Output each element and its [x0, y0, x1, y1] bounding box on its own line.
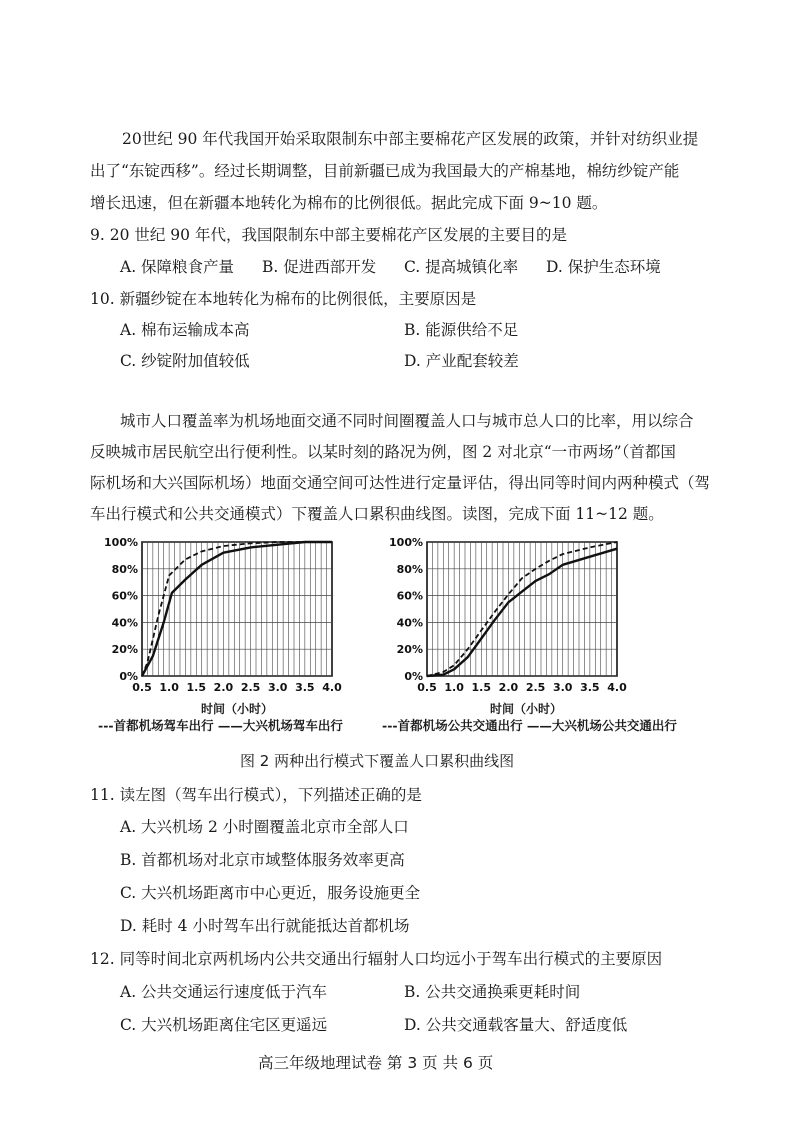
series-line: [427, 549, 617, 676]
q12-option-d[interactable]: D. 公共交通载客量大、舒适度低: [404, 1016, 628, 1034]
q11-option-b[interactable]: B. 首都机场对北京市域整体服务效率更高: [120, 851, 405, 869]
plot-frame: [427, 542, 617, 676]
q9-option-d[interactable]: D. 保护生态环境: [546, 258, 661, 276]
q9-option-a[interactable]: A. 保障粮食产量: [120, 258, 235, 276]
q10-option-d[interactable]: D. 产业配套较差: [404, 352, 519, 370]
chart-transit-xlabel: 时间（小时）: [490, 702, 563, 716]
x-tick-label: 3.0: [552, 681, 573, 694]
y-tick-label: 80%: [111, 562, 138, 576]
q10-stem: 10. 新疆纱锭在本地转化为棉布的比例很低，主要原因是: [90, 290, 477, 308]
chart-driving: [100, 536, 360, 708]
chart-transit-legend: ---首都机场公共交通出行 ——大兴机场公共交通出行: [382, 718, 677, 733]
y-tick-label: 40%: [111, 616, 138, 630]
x-tick-label: 2.5: [525, 681, 546, 694]
x-tick-label: 1.0: [444, 681, 464, 694]
q9-option-b[interactable]: B. 促进西部开发: [262, 258, 377, 276]
y-tick-label: 20%: [396, 643, 423, 657]
q12-option-c[interactable]: C. 大兴机场距离住宅区更遥远: [120, 1016, 328, 1034]
q11-stem: 11. 读左图（驾车出行模式），下列描述正确的是: [90, 786, 422, 804]
x-tick-label: 4.0: [322, 681, 342, 694]
chart-driving-legend: ---首都机场驾车出行 ——大兴机场驾车出行: [98, 718, 343, 733]
series-line: [142, 542, 332, 676]
y-tick-label: 60%: [111, 589, 138, 603]
y-tick-label: 60%: [396, 589, 423, 603]
plot-frame: [142, 542, 332, 676]
q10-option-a[interactable]: A. 棉布运输成本高: [120, 321, 250, 339]
x-tick-label: 3.5: [295, 681, 315, 694]
q10-option-c[interactable]: C. 纱锭附加值较低: [120, 352, 250, 370]
q12-option-a[interactable]: A. 公共交通运行速度低于汽车: [120, 983, 328, 1001]
q11-option-d[interactable]: D. 耗时 4 小时驾车出行就能抵达首都机场: [120, 917, 410, 935]
y-tick-label: 40%: [396, 616, 423, 630]
series-line: [427, 542, 617, 676]
y-tick-label: 100%: [389, 536, 423, 549]
x-tick-label: 1.5: [471, 681, 492, 694]
q10-option-b[interactable]: B. 能源供给不足: [404, 321, 519, 339]
q9-stem: 9. 20 世纪 90 年代，我国限制东中部主要棉花产区发展的主要目的是: [90, 226, 567, 244]
x-tick-label: 1.5: [186, 681, 207, 694]
x-tick-label: 2.0: [498, 681, 519, 694]
passage1-line-2: 出了“东锭西移”。经过长期调整，目前新疆已成为我国最大的产棉基地，棉纺纱锭产能: [90, 162, 680, 180]
q9-option-c[interactable]: C. 提高城镇化率: [404, 258, 519, 276]
x-tick-label: 2.0: [213, 681, 234, 694]
passage2-line-4: 车出行模式和公共交通模式）下覆盖人口累积曲线图。读图，完成下面 11~12 题。: [90, 505, 664, 523]
y-tick-label: 100%: [104, 536, 138, 549]
figure-caption: 图 2 两种出行模式下覆盖人口累积曲线图: [240, 752, 515, 770]
y-tick-label: 0%: [119, 670, 138, 683]
x-tick-label: 1.0: [159, 681, 179, 694]
y-tick-label: 20%: [111, 643, 138, 657]
q11-option-c[interactable]: C. 大兴机场距离市中心更近，服务设施更全: [120, 884, 421, 902]
series-line: [142, 542, 332, 676]
q11-option-a[interactable]: A. 大兴机场 2 小时圈覆盖北京市全部人口: [120, 818, 409, 836]
x-tick-label: 0.5: [132, 681, 152, 694]
x-tick-label: 2.5: [240, 681, 261, 694]
x-tick-label: 3.5: [580, 681, 600, 694]
page-footer: 高三年级地理试卷 第 3 页 共 6 页: [258, 1054, 494, 1072]
chart-transit-svg: [385, 536, 645, 708]
y-tick-label: 80%: [396, 562, 423, 576]
q12-option-b[interactable]: B. 公共交通换乘更耗时间: [404, 983, 581, 1001]
passage1-line-3: 增长迅速，但在新疆本地转化为棉布的比例很低。据此完成下面 9~10 题。: [90, 194, 608, 212]
q12-stem: 12. 同等时间北京两机场内公共交通出行辐射人口均远小于驾车出行模式的主要原因: [90, 950, 663, 968]
chart-transit: [385, 536, 645, 708]
passage2-line-3: 际机场和大兴国际机场）地面交通空间可达性进行定量评估，得出同等时间内两种模式（驾: [90, 474, 711, 492]
chart-driving-svg: [100, 536, 360, 708]
x-tick-label: 0.5: [417, 681, 437, 694]
chart-driving-xlabel: 时间（小时）: [201, 702, 274, 716]
passage2-line-2: 反映城市居民航空出行便利性。以某时刻的路况为例，图 2 对北京“一市两场”（首都国: [90, 443, 676, 461]
x-tick-label: 3.0: [267, 681, 288, 694]
x-tick-label: 4.0: [607, 681, 627, 694]
y-tick-label: 0%: [404, 670, 423, 683]
passage2-line-1: 城市人口覆盖率为机场地面交通不同时间圈覆盖人口与城市总人口的比率，用以综合: [120, 412, 694, 430]
passage1-line-1: 20世纪 90 年代我国开始采取限制东中部主要棉花产区发展的政策，并针对纺织业提: [122, 130, 699, 148]
